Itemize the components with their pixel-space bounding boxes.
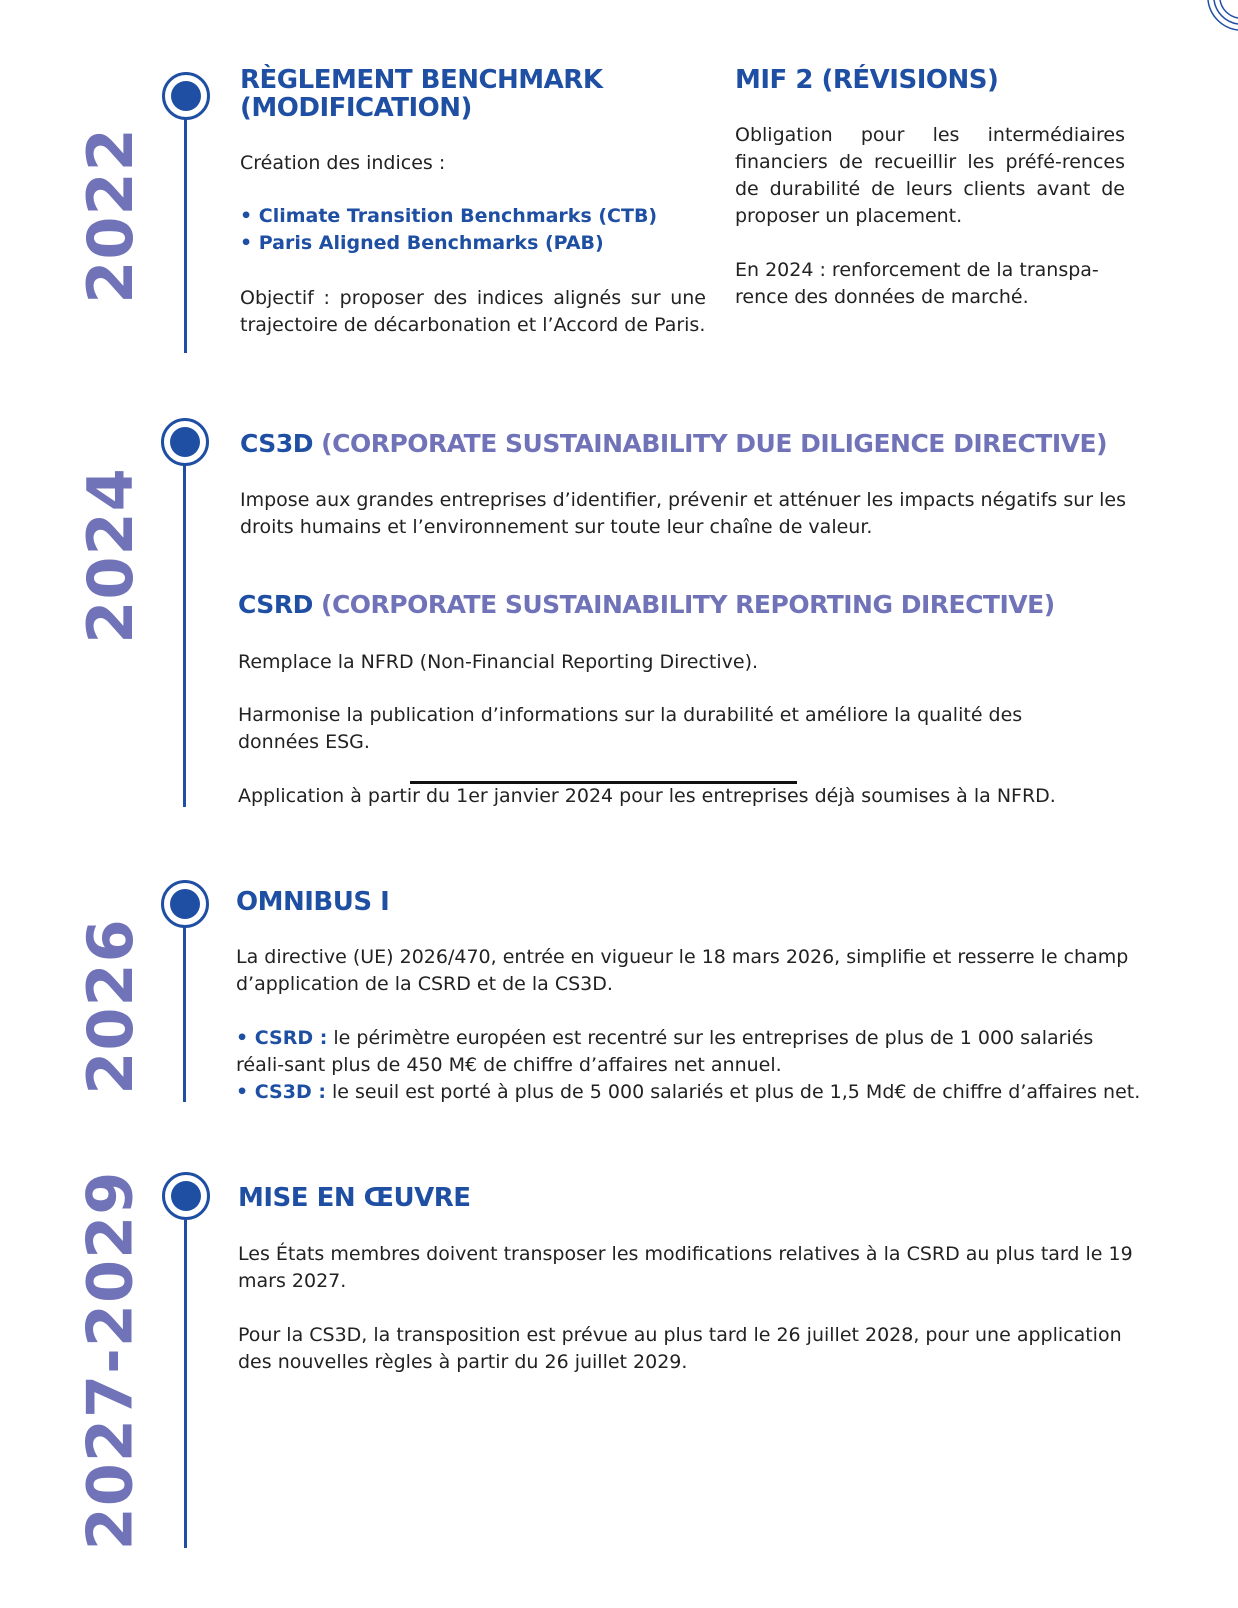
mise-en-oeuvre-title: MISE EN ŒUVRE: [238, 1183, 471, 1213]
omnibus-bullet-csrd-label: • CSRD :: [236, 1027, 328, 1049]
csrd-full-name: (CORPORATE SUSTAINABILITY REPORTING DIRECTIVE): [312, 590, 1055, 619]
year-label-2027-2029: 2027-2029: [73, 1170, 147, 1550]
mif2-paragraph-1: Obligation pour les intermédiaires financiers de recueillir les préfé-rences de durabilité de leurs clients avant de proposer un placement.: [735, 124, 1125, 227]
timeline-line-2024: [183, 464, 186, 807]
year-label-2026: 2026: [73, 917, 147, 1095]
timeline-line-2027-2029: [184, 1220, 187, 1548]
omnibus-bullet-cs3d-text: le seuil est porté à plus de 5 000 salariés et plus de 1,5 Md€ de chiffre d’affaires net.: [325, 1081, 1141, 1103]
csrd-paragraph-2: Harmonise la publication d’informations sur la durabilité et améliore la qualité des données ESG.: [238, 704, 1023, 753]
cs3d-full-name: (CORPORATE SUSTAINABILITY DUE DILIGENCE DIRECTIVE): [312, 429, 1108, 458]
benchmark-title: RÈGLEMENT BENCHMARK (MODIFICATION): [240, 65, 603, 123]
timeline-dot-2022: [162, 72, 210, 120]
timeline-dot-2027-2029: [162, 1172, 210, 1220]
mif2-paragraph-2: En 2024 : renforcement de la transpa-rence des données de marché.: [735, 259, 1099, 308]
mise-en-oeuvre-paragraph-1: Les États membres doivent transposer les modifications relatives à la CSRD au plus tard le 19 mars 2027.: [238, 1243, 1133, 1292]
timeline-line-2022: [184, 118, 187, 353]
omnibus-title: OMNIBUS I: [236, 887, 390, 917]
cs3d-acronym: CS3D: [240, 429, 313, 458]
benchmark-bullet-pab: • Paris Aligned Benchmarks (PAB): [240, 232, 604, 254]
benchmark-bullets: [240, 203, 710, 257]
benchmark-objective: Objectif : proposer des indices alignés sur une trajectoire de décarbonation et l’Accord de Paris.: [240, 287, 706, 336]
benchmark-bullet-ctb: • Climate Transition Benchmarks (CTB): [240, 205, 658, 227]
omnibus-paragraph: La directive (UE) 2026/470, entrée en vigueur le 18 mars 2026, simplifie et resserre le champ d’application de la CSRD et de la CS3D.: [236, 946, 1129, 995]
cs3d-paragraph: Impose aux grandes entreprises d’identifier, prévenir et atténuer les impacts négatifs sur les droits humains et l’environnement sur toute leur chaîne de valeur.: [240, 489, 1126, 538]
omnibus-bullet-cs3d-label: • CS3D :: [236, 1081, 326, 1103]
year-label-2022: 2022: [73, 126, 147, 304]
mif2-title: MIF 2 (RÉVISIONS): [735, 65, 999, 95]
csrd-paragraph-3: Application à partir du 1er janvier 2024 pour les entreprises déjà soumises à la NFRD.: [238, 785, 1056, 807]
timeline-dot-2024: [161, 418, 209, 466]
timeline-line-2026: [183, 926, 186, 1102]
timeline-dot-2026: [161, 880, 209, 928]
year-label-2024: 2024: [73, 466, 147, 644]
omnibus-bullet-cs3d: [236, 1079, 1196, 1106]
benchmark-intro: Création des indices :: [240, 152, 446, 174]
omnibus-bullet-csrd-text: le périmètre européen est recentré sur les entreprises de plus de 1 000 salariés réali-sant plus de 450 M€ de chiffre d’affaires net annuel.: [236, 1027, 1094, 1076]
csrd-title: [238, 591, 1218, 619]
mise-en-oeuvre-paragraph-2: Pour la CS3D, la transposition est prévue au plus tard le 26 juillet 2028, pour une application des nouvelles règles à partir du 26 juillet 2029.: [238, 1324, 1122, 1373]
corner-decoration: [1178, 0, 1238, 40]
omnibus-bullet-csrd: [236, 1025, 1136, 1079]
csrd-acronym: CSRD: [238, 590, 313, 619]
cs3d-title: [240, 430, 1220, 458]
csrd-paragraph-1: Remplace la NFRD (Non-Financial Reporting Directive).: [238, 651, 759, 673]
